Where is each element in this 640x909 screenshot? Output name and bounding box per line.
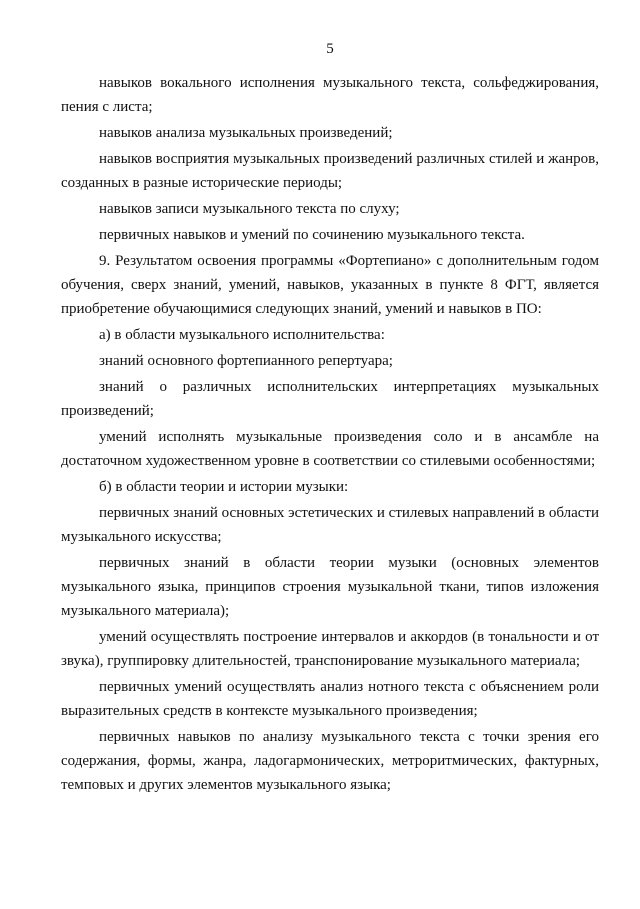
paragraph: умений исполнять музыкальные произведения соло и в ансамбле на достаточном художественном уровне в соответствии со стилевыми особенностями; [61, 429, 599, 469]
paragraph: умений осуществлять построение интервалов и аккордов (в тональности и от звука), группировку длительностей, транспонирование музыкального материала; [61, 629, 599, 669]
paragraph: первичных навыков и умений по сочинению музыкального текста. [99, 227, 525, 243]
paragraph: первичных навыков по анализу музыкального текста с точки зрения его содержания, формы, жанра, ладогармонических, метроритмических, фактурных, темповых и других элементов музыкального языка; [61, 729, 599, 793]
document-body [61, 71, 599, 799]
paragraph: знаний основного фортепианного репертуара; [99, 353, 393, 369]
paragraph: навыков восприятия музыкальных произведений различных стилей и жанров, созданных в разные исторические периоды; [61, 151, 599, 191]
section-heading: а) в области музыкального исполнительства: [99, 327, 385, 343]
paragraph: знаний о различных исполнительских интерпретациях музыкальных произведений; [61, 379, 599, 419]
paragraph: навыков анализа музыкальных произведений; [99, 125, 393, 141]
paragraph: навыков записи музыкального текста по слуху; [99, 201, 400, 217]
paragraph: первичных знаний основных эстетических и стилевых направлений в области музыкального искусства; [61, 505, 599, 545]
page-number: 5 [326, 41, 334, 57]
paragraph: первичных знаний в области теории музыки (основных элементов музыкального языка, принципов строения музыкальной ткани, типов изложения музыкального материала); [61, 555, 599, 619]
section-heading: б) в области теории и истории музыки: [99, 479, 349, 495]
paragraph: 9. Результатом освоения программы «Фортепиано» с дополнительным годом обучения, сверх знаний, умений, навыков, указанных в пункте 8 ФГТ, является приобретение обучающимися следующих знаний, умений и навыков в ПО: [61, 253, 599, 317]
paragraph: первичных умений осуществлять анализ нотного текста с объяснением роли выразительных средств в контексте музыкального произведения; [61, 679, 599, 719]
paragraph: навыков вокального исполнения музыкального текста, сольфеджирования, пения с листа; [61, 75, 599, 115]
